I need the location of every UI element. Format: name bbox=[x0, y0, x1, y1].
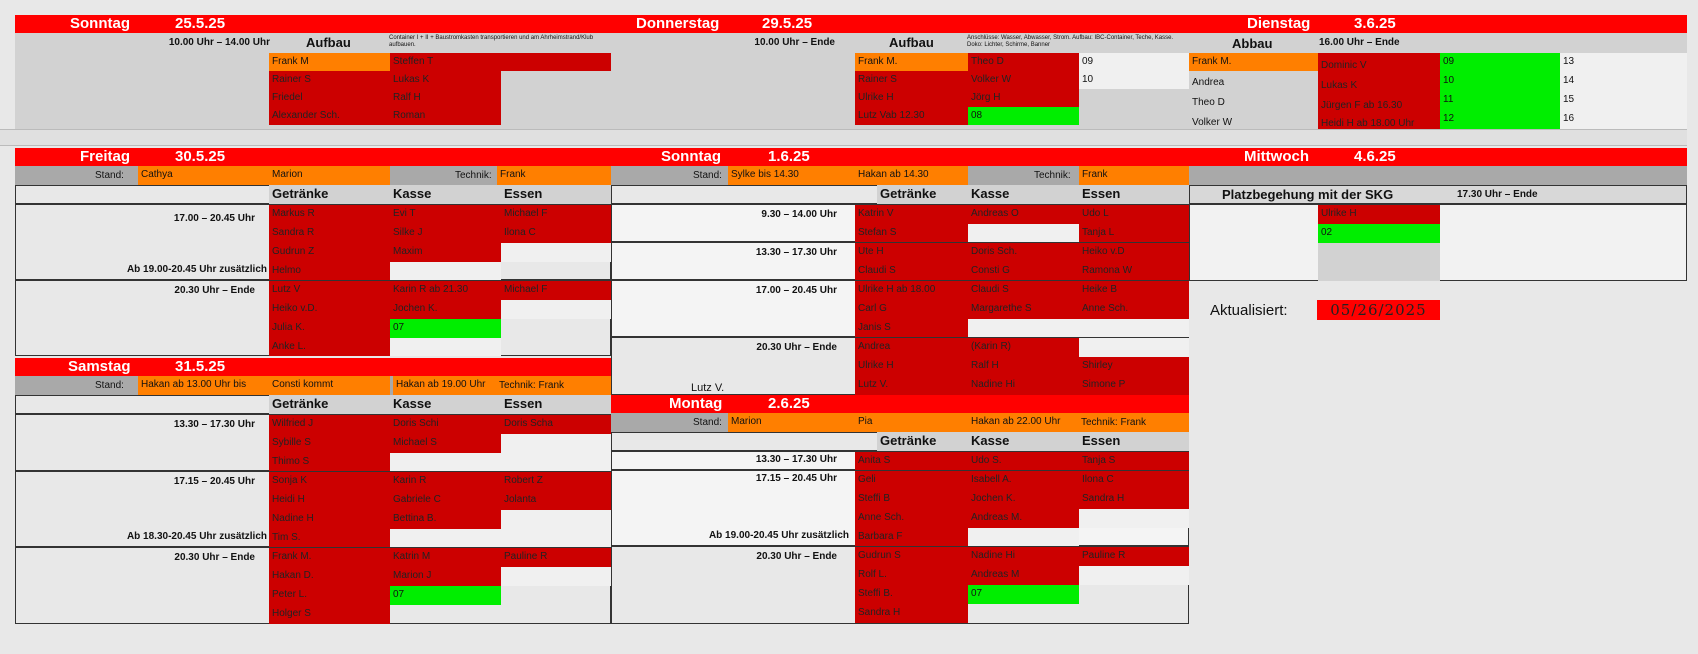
shift-time: Ab 19.00-20.45 Uhr zusätzlich bbox=[708, 530, 849, 541]
kasse-cell bbox=[390, 453, 611, 471]
kasse-cell: Gabriele C bbox=[390, 491, 501, 510]
essen-cell: Heiko v.D bbox=[1079, 243, 1189, 262]
essen-cell: Ramona W bbox=[1079, 262, 1189, 280]
essen-cell: Simone P bbox=[1079, 376, 1189, 395]
kasse-cell: Consti G bbox=[968, 262, 1079, 280]
task-note: Anschlüsse: Wasser, Abwasser, Strom. Aufbau: IBC-Container, Teche, Kasse. Doko: Lichter, Schirme, Banner bbox=[967, 35, 1174, 48]
getraenke-cell: Tim S. bbox=[269, 529, 390, 547]
technik-person: Frank bbox=[1079, 166, 1189, 185]
day-date: 30.5.25 bbox=[175, 148, 226, 165]
getraenke-cell: Frank M. bbox=[269, 548, 390, 567]
day-date: 4.6.25 bbox=[1354, 148, 1396, 165]
technik-label: Technik: bbox=[1081, 417, 1118, 428]
day-header bbox=[15, 15, 611, 33]
shift-time: 10.00 Uhr – 14.00 Uhr bbox=[168, 37, 270, 48]
getraenke-heading: Getränke bbox=[877, 185, 968, 204]
shift-time: Ab 19.00-20.45 Uhr zusätzlich bbox=[126, 264, 267, 275]
day-date: 1.6.25 bbox=[768, 148, 810, 165]
essen-heading: Essen bbox=[1079, 185, 1189, 204]
person-cell: Frank M bbox=[269, 53, 390, 71]
kasse-cell: Evi T bbox=[390, 205, 501, 224]
getraenke-cell: Lutz V. bbox=[855, 376, 968, 395]
updated-label: Aktualisiert: bbox=[1210, 302, 1288, 319]
essen-cell: Michael F bbox=[501, 281, 611, 300]
day-header bbox=[1189, 15, 1687, 33]
kasse-cell: Bettina B. bbox=[390, 510, 501, 529]
getraenke-heading: Getränke bbox=[877, 432, 968, 451]
essen-cell: Udo L bbox=[1079, 205, 1189, 224]
getraenke-cell: Janis S bbox=[855, 319, 968, 337]
kasse-cell: Nadine Hi bbox=[968, 376, 1079, 395]
getraenke-cell: Claudi S bbox=[855, 262, 968, 280]
aufbau-heading: Aufbau bbox=[889, 35, 934, 50]
essen-cell: Tanja L bbox=[1079, 224, 1189, 242]
kasse-cell: Doris Sch. bbox=[968, 243, 1079, 262]
person-cell: Volker W bbox=[968, 71, 1079, 89]
getraenke-cell: Heiko v.D. bbox=[269, 300, 390, 319]
shift-time: 17.00 – 20.45 Uhr bbox=[173, 213, 255, 224]
person-cell: Rainer S bbox=[269, 71, 390, 89]
essen-cell bbox=[501, 300, 611, 319]
kasse-cell: Andreas M. bbox=[968, 509, 1079, 528]
day-name: Sonntag bbox=[70, 15, 130, 32]
person-cell: Jürgen F ab 16.30 bbox=[1318, 93, 1440, 113]
essen-cell bbox=[1079, 338, 1189, 357]
number-cell: 09 bbox=[1440, 53, 1560, 72]
getraenke-cell: Markus R bbox=[269, 205, 390, 224]
number-cell: 12 bbox=[1440, 110, 1560, 129]
day-name: Dienstag bbox=[1247, 15, 1311, 32]
kasse-heading: Kasse bbox=[390, 185, 501, 204]
kasse-cell: Udo S. bbox=[968, 452, 1079, 470]
getraenke-cell: Hakan D. bbox=[269, 567, 390, 586]
getraenke-cell: Heidi H bbox=[269, 491, 390, 510]
day-name: Freitag bbox=[80, 148, 131, 165]
stand-label: Stand: bbox=[95, 380, 124, 391]
essen-cell: Anne Sch. bbox=[1079, 300, 1189, 319]
technik-person: Frank bbox=[538, 380, 565, 391]
kasse-cell bbox=[968, 319, 1189, 337]
kasse-cell: Karin R bbox=[390, 472, 501, 491]
essen-heading: Essen bbox=[1079, 432, 1189, 451]
essen-cell bbox=[501, 567, 611, 586]
kasse-cell: Doris Schi bbox=[390, 415, 501, 434]
getraenke-cell: Lutz V bbox=[269, 281, 390, 300]
kasse-cell: Isabell A. bbox=[968, 471, 1079, 490]
stand-person: Sylke bis 14.30 bbox=[728, 166, 855, 185]
getraenke-cell: Geli bbox=[855, 471, 968, 490]
essen-cell: Shirley bbox=[1079, 357, 1189, 376]
getraenke-cell: Holger S bbox=[269, 605, 390, 624]
person-cell: Ulrike H bbox=[855, 89, 968, 107]
essen-heading: Essen bbox=[501, 395, 611, 414]
essen-cell: Jolanta bbox=[501, 491, 611, 510]
day-name: Mittwoch bbox=[1244, 148, 1309, 165]
technik-person: Frank bbox=[1120, 417, 1147, 428]
number-cell: 10 bbox=[1079, 71, 1189, 89]
essen-cell: Pauline R bbox=[1079, 547, 1189, 566]
day-name: Donnerstag bbox=[636, 15, 720, 32]
kasse-cell: (Karin R) bbox=[968, 338, 1079, 357]
day-name: Samstag bbox=[68, 358, 131, 375]
kasse-cell bbox=[968, 528, 1079, 546]
number-cell: 16 bbox=[1560, 110, 1687, 129]
kasse-cell: Margarethe S bbox=[968, 300, 1079, 319]
kasse-cell: Claudi S bbox=[968, 281, 1079, 300]
essen-heading: Essen bbox=[501, 185, 611, 204]
essen-cell: Robert Z bbox=[501, 472, 611, 491]
kasse-cell: Katrin M bbox=[390, 548, 501, 567]
getraenke-cell: Anke L. bbox=[269, 338, 390, 356]
kasse-cell: Silke J bbox=[390, 224, 501, 243]
person-cell: Rainer S bbox=[855, 71, 968, 89]
getraenke-cell: Ulrike H bbox=[855, 357, 968, 376]
kasse-cell: Andreas O bbox=[968, 205, 1079, 224]
person-cell: Ulrike H bbox=[1318, 205, 1440, 224]
getraenke-cell: Nadine H bbox=[269, 510, 390, 529]
person-cell: Lukas K bbox=[1318, 73, 1440, 93]
shift-time: 20.30 Uhr – Ende bbox=[756, 551, 837, 562]
stand-row bbox=[1189, 166, 1687, 185]
stand-person: Consti kommt bbox=[269, 376, 390, 395]
getraenke-cell: Sybille S bbox=[269, 434, 390, 453]
stand-person: Hakan ab 19.00 Uhr bbox=[393, 376, 497, 395]
shift-time: 20.30 Uhr – Ende bbox=[174, 552, 255, 563]
day-header bbox=[15, 358, 611, 376]
getraenke-cell: Steffi B. bbox=[855, 585, 968, 604]
person-cell: Jörg H bbox=[968, 89, 1079, 107]
getraenke-cell: Steffi B bbox=[855, 490, 968, 509]
day-header bbox=[1189, 148, 1687, 166]
stand-label: Stand: bbox=[95, 170, 124, 181]
number-cell: 08 bbox=[968, 107, 1079, 125]
kasse-cell bbox=[968, 224, 1079, 242]
getraenke-cell: Anne Sch. bbox=[855, 509, 968, 528]
updated-date: 05/26/2025 bbox=[1317, 300, 1440, 320]
section-freitag bbox=[15, 148, 611, 358]
getraenke-cell: Anita S bbox=[855, 452, 968, 470]
number-cell: 15 bbox=[1560, 91, 1687, 110]
kasse-cell: 07 bbox=[390, 319, 501, 338]
person-cell: Frank M. bbox=[855, 53, 968, 71]
kasse-cell: Nadine Hi bbox=[968, 547, 1079, 566]
getraenke-cell: Sandra H bbox=[855, 604, 968, 623]
shift-time: 20.30 Uhr – Ende bbox=[174, 285, 255, 296]
section-donnerstag-aufbau bbox=[611, 15, 1189, 129]
kasse-cell: Michael S bbox=[390, 434, 501, 453]
day-name: Montag bbox=[669, 395, 723, 412]
shift-time: 13.30 – 17.30 Uhr bbox=[755, 454, 837, 465]
technik-label: Technik: bbox=[455, 170, 492, 181]
kasse-cell: 07 bbox=[390, 586, 501, 605]
getraenke-cell: Peter L. bbox=[269, 586, 390, 605]
day-date: 25.5.25 bbox=[175, 15, 226, 32]
stand-person: Hakan ab 14.30 bbox=[855, 166, 968, 185]
kasse-heading: Kasse bbox=[968, 432, 1079, 451]
essen-cell: Pauline R bbox=[501, 548, 611, 567]
essen-cell bbox=[501, 434, 611, 453]
shift-time: 9.30 – 14.00 Uhr bbox=[761, 209, 837, 220]
day-date: 3.6.25 bbox=[1354, 15, 1396, 32]
shift-time: 10.00 Uhr – Ende bbox=[754, 37, 835, 48]
task-note: Container I + II + Baustromkasten transportieren und am Ahrheimstrand/Klub aufbauen. bbox=[389, 35, 594, 48]
shift-time: 17.30 Uhr – Ende bbox=[1457, 189, 1538, 200]
getraenke-cell: Katrin V bbox=[855, 205, 968, 224]
essen-cell: Ilona C bbox=[501, 224, 611, 243]
shift-time: 13.30 – 17.30 Uhr bbox=[755, 247, 837, 258]
section-montag bbox=[611, 395, 1189, 624]
person-cell: Frank M. bbox=[1189, 53, 1318, 71]
getraenke-cell: Sandra R bbox=[269, 224, 390, 243]
essen-cell: Sandra H bbox=[1079, 490, 1189, 509]
kasse-cell bbox=[390, 529, 611, 547]
kasse-cell: Karin R ab 21.30 bbox=[390, 281, 501, 300]
event-title: Platzbegehung mit der SKG bbox=[1222, 187, 1394, 202]
getraenke-cell: Ute H bbox=[855, 243, 968, 262]
getraenke-cell: Rolf L. bbox=[855, 566, 968, 585]
shift-time: 17.15 – 20.45 Uhr bbox=[755, 473, 837, 484]
shift-time: 16.00 Uhr – Ende bbox=[1319, 37, 1400, 48]
person-cell: Friedel bbox=[269, 89, 390, 107]
section-samstag bbox=[15, 358, 611, 624]
technik-label: Technik: bbox=[1034, 170, 1071, 181]
shift-time: 17.00 – 20.45 Uhr bbox=[755, 285, 837, 296]
getraenke-cell: Barbara F bbox=[855, 528, 968, 546]
technik-person: Frank bbox=[497, 166, 611, 185]
shift-time: 20.30 Uhr – Ende bbox=[756, 342, 837, 353]
day-header bbox=[611, 148, 1189, 166]
essen-cell: Doris Scha bbox=[501, 415, 611, 434]
kasse-cell: Jochen K. bbox=[390, 300, 501, 319]
essen-cell: Heike B bbox=[1079, 281, 1189, 300]
getraenke-cell: Carl G bbox=[855, 300, 968, 319]
stand-person: Hakan ab 13.00 Uhr bis bbox=[138, 376, 269, 395]
number-cell: 11 bbox=[1440, 91, 1560, 110]
getraenke-cell: Ulrike H ab 18.00 bbox=[855, 281, 968, 300]
essen-cell bbox=[501, 510, 611, 529]
section-sonntag-2 bbox=[611, 148, 1189, 395]
kasse-cell: Maxim bbox=[390, 243, 501, 262]
person-cell: Volker W bbox=[1189, 111, 1318, 129]
kasse-cell: 07 bbox=[968, 585, 1079, 604]
person-cell: Steffen T bbox=[390, 53, 611, 71]
abbau-heading: Abbau bbox=[1232, 36, 1273, 51]
getraenke-cell: Wilfried J bbox=[269, 415, 390, 434]
day-name: Sonntag bbox=[661, 148, 721, 165]
extra-name: Lutz V. bbox=[691, 382, 725, 394]
number-cell: 13 bbox=[1560, 53, 1687, 72]
kasse-cell bbox=[390, 338, 501, 356]
getraenke-cell: Julia K. bbox=[269, 319, 390, 338]
stand-label: Stand: bbox=[693, 417, 722, 428]
shift-time: 17.15 – 20.45 Uhr bbox=[173, 476, 255, 487]
stand-person: Pia bbox=[855, 413, 968, 432]
person-cell: Lukas K bbox=[390, 71, 501, 89]
getraenke-cell: Andrea bbox=[855, 338, 968, 357]
technik-label: Technik: bbox=[499, 380, 536, 391]
section-dienstag-abbau bbox=[1189, 15, 1687, 129]
day-date: 29.5.25 bbox=[762, 15, 813, 32]
stand-person: Hakan ab 22.00 Uhr bbox=[968, 413, 1079, 432]
essen-cell bbox=[1079, 509, 1189, 528]
separator-row bbox=[0, 129, 1687, 146]
getraenke-cell: Gudrun S bbox=[855, 547, 968, 566]
kasse-cell bbox=[390, 262, 501, 280]
getraenke-cell: Helmo bbox=[269, 262, 390, 280]
kasse-cell: Jochen K. bbox=[968, 490, 1079, 509]
number-cell: 10 bbox=[1440, 72, 1560, 91]
stand-person: Marion bbox=[728, 413, 855, 432]
getraenke-cell: Sonja K bbox=[269, 472, 390, 491]
person-cell: Dominic V bbox=[1318, 53, 1440, 73]
essen-cell: Michael F bbox=[501, 205, 611, 224]
kasse-heading: Kasse bbox=[968, 185, 1079, 204]
section-mittwoch bbox=[1189, 148, 1687, 281]
day-date: 31.5.25 bbox=[175, 358, 226, 375]
person-cell: Ralf H bbox=[390, 89, 501, 107]
day-header bbox=[15, 148, 611, 166]
day-header bbox=[611, 15, 1189, 33]
person-cell: Heidi H ab 18.00 Uhr bbox=[1318, 113, 1440, 129]
essen-cell: Tanja S bbox=[1079, 452, 1189, 470]
person-cell: Roman bbox=[390, 107, 501, 125]
essen-cell: Ilona C bbox=[1079, 471, 1189, 490]
essen-cell bbox=[501, 243, 611, 262]
getraenke-heading: Getränke bbox=[269, 395, 390, 414]
getraenke-heading: Getränke bbox=[269, 185, 390, 204]
day-header bbox=[611, 395, 1189, 413]
getraenke-cell: Gudrun Z bbox=[269, 243, 390, 262]
shift-time: 13.30 – 17.30 Uhr bbox=[173, 419, 255, 430]
number-cell: 14 bbox=[1560, 72, 1687, 91]
getraenke-cell: Thimo S bbox=[269, 453, 390, 471]
person-cell: Alexander Sch. bbox=[269, 107, 390, 125]
shift-time: Ab 18.30-20.45 Uhr zusätzlich bbox=[126, 531, 267, 542]
technik-row bbox=[1079, 413, 1189, 432]
person-cell: Andrea bbox=[1189, 71, 1318, 91]
aufbau-heading: Aufbau bbox=[306, 35, 351, 50]
kasse-cell: Ralf H bbox=[968, 357, 1079, 376]
stand-person: Cathya bbox=[138, 166, 269, 185]
person-cell: Theo D bbox=[968, 53, 1079, 71]
getraenke-cell: Stefan S bbox=[855, 224, 968, 242]
kasse-heading: Kasse bbox=[390, 395, 501, 414]
day-date: 2.6.25 bbox=[768, 395, 810, 412]
person-cell: Theo D bbox=[1189, 91, 1318, 111]
number-cell: 09 bbox=[1079, 53, 1189, 71]
technik-row bbox=[497, 376, 611, 395]
empty-cells bbox=[1318, 243, 1440, 281]
essen-cell bbox=[1079, 566, 1189, 585]
kasse-cell: Andreas M bbox=[968, 566, 1079, 585]
number-cell: 02 bbox=[1318, 224, 1440, 243]
kasse-cell: Marion J bbox=[390, 567, 501, 586]
stand-person: Marion bbox=[269, 166, 390, 185]
stand-label: Stand: bbox=[693, 170, 722, 181]
section-sonntag-aufbau bbox=[15, 15, 611, 129]
person-cell: Lutz Vab 12.30 bbox=[855, 107, 968, 125]
